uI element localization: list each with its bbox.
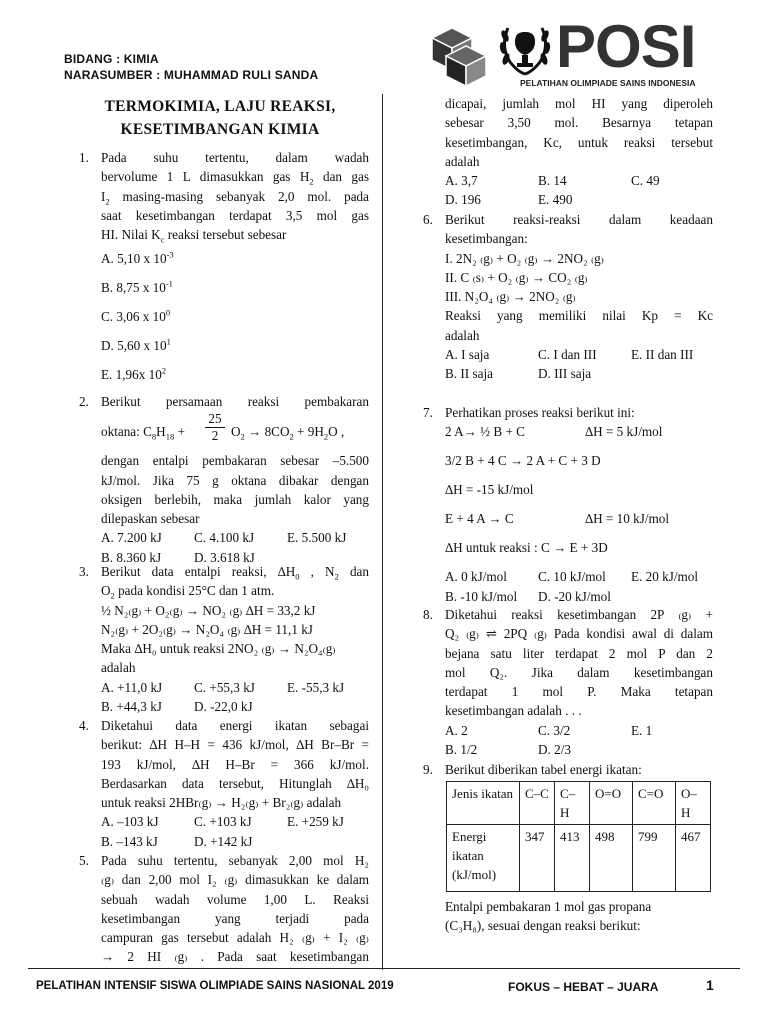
question-6 bbox=[423, 210, 713, 384]
options-row bbox=[445, 587, 713, 606]
question-text: → 2 HI ₍g₎ . Pada saat kesetimbangan bbox=[101, 949, 369, 965]
question-text: Berdasarkan data tersebut, Hitunglah ∆H₀ bbox=[101, 775, 369, 791]
option-d: D. 196 bbox=[445, 192, 481, 208]
option-b: B. +44,3 kJ bbox=[101, 699, 162, 715]
option-b: B. 8.360 kJ bbox=[101, 549, 162, 565]
question-text: bervolume 1 L dimasukkan gas $H_2$ dan gas bbox=[101, 169, 369, 187]
option-b: B. 14 bbox=[538, 173, 567, 189]
question-text: dilepaskan sebesar bbox=[101, 511, 200, 527]
question-number: 6. bbox=[423, 212, 433, 227]
question-3 bbox=[79, 562, 369, 716]
options-row bbox=[101, 812, 369, 831]
question-7 bbox=[423, 403, 713, 606]
question-text: kesetimbangan adalah . . . bbox=[445, 703, 582, 719]
page-title-line2: KESETIMBANGAN KIMIA bbox=[120, 121, 320, 138]
option-c: C. 49 bbox=[631, 173, 660, 189]
table-cell: 467 bbox=[676, 825, 711, 892]
question-text: bejana satu liter terdapat 2 mol P dan 2 bbox=[445, 645, 713, 661]
option-a: A. 5,10 x $10^{-3}$ bbox=[101, 250, 174, 267]
question-text: Diketahui reaksi kesetimbangan 2P ₍g₎ + bbox=[445, 607, 713, 622]
table-cell: 799 bbox=[633, 825, 676, 892]
option-d: D. -20 kJ/mol bbox=[538, 588, 611, 604]
option-a: A. 2 bbox=[445, 722, 468, 738]
question-text: adalah bbox=[101, 660, 136, 676]
question-text: Maka ∆H₀ untuk reaksi 2NO₂ ₍g₎ → N₂O₄₍g₎ bbox=[101, 641, 336, 657]
table-header-cell: O=O bbox=[590, 782, 633, 825]
table-cell: 347 bbox=[520, 825, 555, 892]
option-a: A. 0 kJ/mol bbox=[445, 569, 507, 585]
question-text: 193 kJ/mol, ∆H H–Br = 366 kJ/mol. bbox=[101, 756, 369, 772]
option-d: D. 5,60 x $10^1$ bbox=[101, 337, 171, 354]
option-c: C. I dan III bbox=[538, 347, 597, 363]
table-row bbox=[447, 825, 711, 892]
footer-motto: FOKUS – HEBAT – JUARA bbox=[508, 980, 659, 994]
bond-energy-table bbox=[446, 781, 711, 892]
question-text: HI. Nilai $K_c$ reaksi tersebut sebesar bbox=[101, 227, 287, 245]
question-text: Berikut data entalpi reaksi, $\Delta H_0$ , $N_2$ dan bbox=[101, 564, 369, 582]
question-text: Berikut reaksi-reaksi dalam keadaan bbox=[445, 212, 713, 227]
question-number: 5. bbox=[79, 853, 89, 868]
options-row bbox=[445, 190, 713, 209]
table-cell: Energi ikatan (kJ/mol) bbox=[447, 825, 520, 892]
table-cell: 413 bbox=[555, 825, 590, 892]
question-5-continued bbox=[445, 94, 713, 210]
option-c: C. 3/2 bbox=[538, 722, 571, 738]
reaction-line: 2 A→ ½ B + C ∆H = 5 kJ/mol bbox=[445, 424, 663, 440]
option-c: C. +103 kJ bbox=[194, 814, 252, 830]
footer-left: PELATIHAN INTENSIF SISWA OLIMPIADE SAINS NASIONAL 2019 bbox=[36, 980, 394, 992]
option-c: C. 4.100 kJ bbox=[194, 530, 255, 546]
page-title-line1: TERMOKIMIA, LAJU REAKSI, bbox=[104, 98, 336, 115]
header-bidang: BIDANG : KIMIA bbox=[64, 52, 159, 66]
options-row bbox=[101, 697, 369, 716]
option-e: E. II dan III bbox=[631, 347, 694, 363]
question-1 bbox=[79, 148, 369, 389]
option-e: E. 1,96x $10^2$ bbox=[101, 366, 167, 383]
option-a: A. 3,7 bbox=[445, 173, 478, 189]
logo-tagline: PELATIHAN OLIMPIADE SAINS INDONESIA bbox=[520, 78, 696, 88]
question-text: mol Q₂. Jika dalam kesetimbangan bbox=[445, 664, 713, 680]
question-text: kesetimbangan: bbox=[445, 231, 528, 247]
options-row bbox=[101, 528, 369, 547]
question-text: Entalpi pembakaran 1 mol gas propana bbox=[445, 899, 652, 914]
table-header-cell: C–C bbox=[520, 782, 555, 825]
reaction-line: II. C ₍s₎ + O₂ ₍g₎ → CO₂ ₍g₎ bbox=[445, 269, 588, 285]
question-text: dengan entalpi pembakaran sebesar –5.500 bbox=[101, 453, 369, 469]
question-text: kJ/mol. Jika 75 g oktana dibakar dengan bbox=[101, 472, 369, 488]
question-5 bbox=[79, 851, 369, 967]
option-e: E. 20 kJ/mol bbox=[631, 569, 699, 585]
equation-octane: oktana: $C_8H_{18}$ + 25 2 $O_2 \to 8CO_2 + 9H_2O$ , bbox=[101, 411, 345, 444]
option-d: D. -22,0 kJ bbox=[194, 699, 253, 715]
options-row bbox=[445, 567, 713, 586]
question-number: 9. bbox=[423, 762, 433, 777]
options-row bbox=[445, 721, 713, 740]
question-text: sebesar 3,50 mol. Besarnya tetapan bbox=[445, 115, 713, 131]
reaction-line: E + 4 A → C ∆H = 10 kJ/mol bbox=[445, 511, 670, 527]
option-e: E. 5.500 kJ bbox=[287, 530, 347, 546]
option-c: C. 3,06 x $10^0$ bbox=[101, 308, 171, 325]
option-a: A. –103 kJ bbox=[101, 814, 159, 830]
question-number: 8. bbox=[423, 607, 433, 622]
option-b: B. –143 kJ bbox=[101, 833, 158, 849]
question-text: Pada suhu tertentu, dalam wadah bbox=[101, 150, 369, 165]
option-c: C. +55,3 kJ bbox=[194, 679, 255, 695]
question-text: dicapai, jumlah mol HI yang diperoleh bbox=[445, 96, 713, 111]
option-d: D. 3.618 kJ bbox=[194, 549, 255, 565]
question-text: sebuah wadah volume 1,00 L. Reaksi bbox=[101, 891, 369, 907]
reaction-line: ½ N₂₍g₎ + O₂₍g₎ → NO₂ ₍g₎ ∆H = 33,2 kJ bbox=[101, 602, 316, 618]
column-divider bbox=[382, 94, 383, 970]
options-row bbox=[445, 364, 713, 383]
options-row bbox=[101, 678, 369, 697]
page-number: 1 bbox=[706, 977, 714, 993]
question-text: oksigen berlebih, maka jumlah kalor yang bbox=[101, 491, 369, 507]
option-e: E. -55,3 kJ bbox=[287, 679, 345, 695]
question-text: kesetimbangan, Kc, untuk reaksi tersebut bbox=[445, 134, 713, 150]
table-header-cell: C–H bbox=[555, 782, 590, 825]
question-number: 2. bbox=[79, 394, 89, 409]
question-text: Q₂ ₍g₎ ⇌ 2PQ ₍g₎ Pada kondisi awal di dalam bbox=[445, 626, 713, 642]
option-c: C. 10 kJ/mol bbox=[538, 569, 606, 585]
laurel-trophy-icon bbox=[494, 18, 556, 80]
option-d: D. 2/3 bbox=[538, 742, 571, 758]
question-text: kesetimbangan yang terjadi pada bbox=[101, 910, 369, 926]
question-number: 3. bbox=[79, 564, 89, 579]
reaction-dh: ∆H = -15 kJ/mol bbox=[445, 482, 534, 498]
question-text: terdapat 1 mol P. Maka tetapan bbox=[445, 684, 713, 700]
question-9 bbox=[423, 760, 713, 779]
question-text: Diketahui data energi ikatan sebagai bbox=[101, 718, 369, 733]
question-2 bbox=[79, 392, 369, 567]
table-row bbox=[447, 782, 711, 825]
question-text: $I_2$ masing-masing sebanyak 2,0 mol. pada bbox=[101, 188, 369, 207]
header-narasumber: NARASUMBER : MUHAMMAD RULI SANDA bbox=[64, 68, 319, 82]
table-header-cell: C=O bbox=[633, 782, 676, 825]
option-d: D. +142 kJ bbox=[194, 833, 253, 849]
posi-logo bbox=[428, 13, 728, 90]
options-row bbox=[101, 832, 369, 851]
option-e: E. +259 kJ bbox=[287, 814, 344, 830]
option-b: B. 1/2 bbox=[445, 742, 478, 758]
question-9-after bbox=[445, 897, 713, 936]
logo-wordmark: POSI bbox=[556, 13, 696, 80]
option-b: B. 8,75 x $10^{-1}$ bbox=[101, 279, 173, 296]
option-e: E. 1 bbox=[631, 722, 653, 738]
question-text: campuran gas tersebut adalah H₂ ₍g₎ + I₂ ₍g₎ bbox=[101, 930, 369, 946]
question-number: 7. bbox=[423, 405, 433, 420]
options-row bbox=[445, 345, 713, 364]
option-b: B. -10 kJ/mol bbox=[445, 588, 518, 604]
question-number: 4. bbox=[79, 718, 89, 733]
reaction-line: III. N₂O₄ ₍g₎ → 2NO₂ ₍g₎ bbox=[445, 289, 576, 305]
question-text: ₍g₎ dan 2,00 mol I₂ ₍g₎ dimasukkan ke dalam bbox=[101, 872, 369, 888]
reaction-line: I. 2N₂ ₍g₎ + O₂ ₍g₎ → 2NO₂ ₍g₎ bbox=[445, 250, 604, 266]
option-b: B. II saja bbox=[445, 366, 493, 382]
question-number: 1. bbox=[79, 150, 89, 165]
options-row bbox=[445, 171, 713, 190]
question-text: $O_2$ pada kondisi 25°C dan 1 atm. bbox=[101, 583, 275, 601]
footer-divider bbox=[28, 968, 740, 969]
option-e: E. 490 bbox=[538, 192, 573, 208]
options-row bbox=[445, 740, 713, 759]
question-4 bbox=[79, 716, 369, 851]
question-text: Berikut diberikan tabel energi ikatan: bbox=[445, 762, 642, 777]
option-a: A. +11,0 kJ bbox=[101, 679, 163, 695]
question-text: ∆H untuk reaksi : C → E + 3D bbox=[445, 540, 608, 556]
option-d: D. III saja bbox=[538, 366, 592, 382]
question-text: Pada suhu tertentu, sebanyak 2,00 mol H₂ bbox=[101, 853, 369, 868]
question-text: (C₃H₈), sesuai dengan reaksi berikut: bbox=[445, 918, 641, 934]
question-text: untuk reaksi 2HBr₍g₎ → H₂₍g₎ + Br₂₍g₎ adalah bbox=[101, 795, 342, 811]
question-text: berikut: ∆H H–H = 436 kJ/mol, ∆H Br–Br = bbox=[101, 737, 369, 753]
table-header-cell: O–H bbox=[676, 782, 711, 825]
reaction-line: N₂₍g₎ + 2O₂₍g₎ → N₂O₄ ₍g₎ ∆H = 11,1 kJ bbox=[101, 621, 313, 637]
reaction-line: 3/2 B + 4 C → 2 A + C + 3 D bbox=[445, 453, 601, 469]
question-text: saat kesetimbangan terdapat 3,5 mol gas bbox=[101, 207, 369, 223]
option-a: A. I saja bbox=[445, 347, 490, 363]
question-text: Berikut persamaan reaksi pembakaran bbox=[101, 394, 369, 409]
table-header-cell: Jenis ikatan bbox=[447, 782, 520, 825]
question-text: Reaksi yang memiliki nilai Kp = Kc bbox=[445, 308, 713, 324]
question-8 bbox=[423, 605, 713, 759]
table-cell: 498 bbox=[590, 825, 633, 892]
question-text: Perhatikan proses reaksi berikut ini: bbox=[445, 405, 635, 420]
question-text: adalah bbox=[445, 327, 480, 343]
question-text: adalah bbox=[445, 153, 480, 169]
option-a: A. 7.200 kJ bbox=[101, 530, 162, 546]
